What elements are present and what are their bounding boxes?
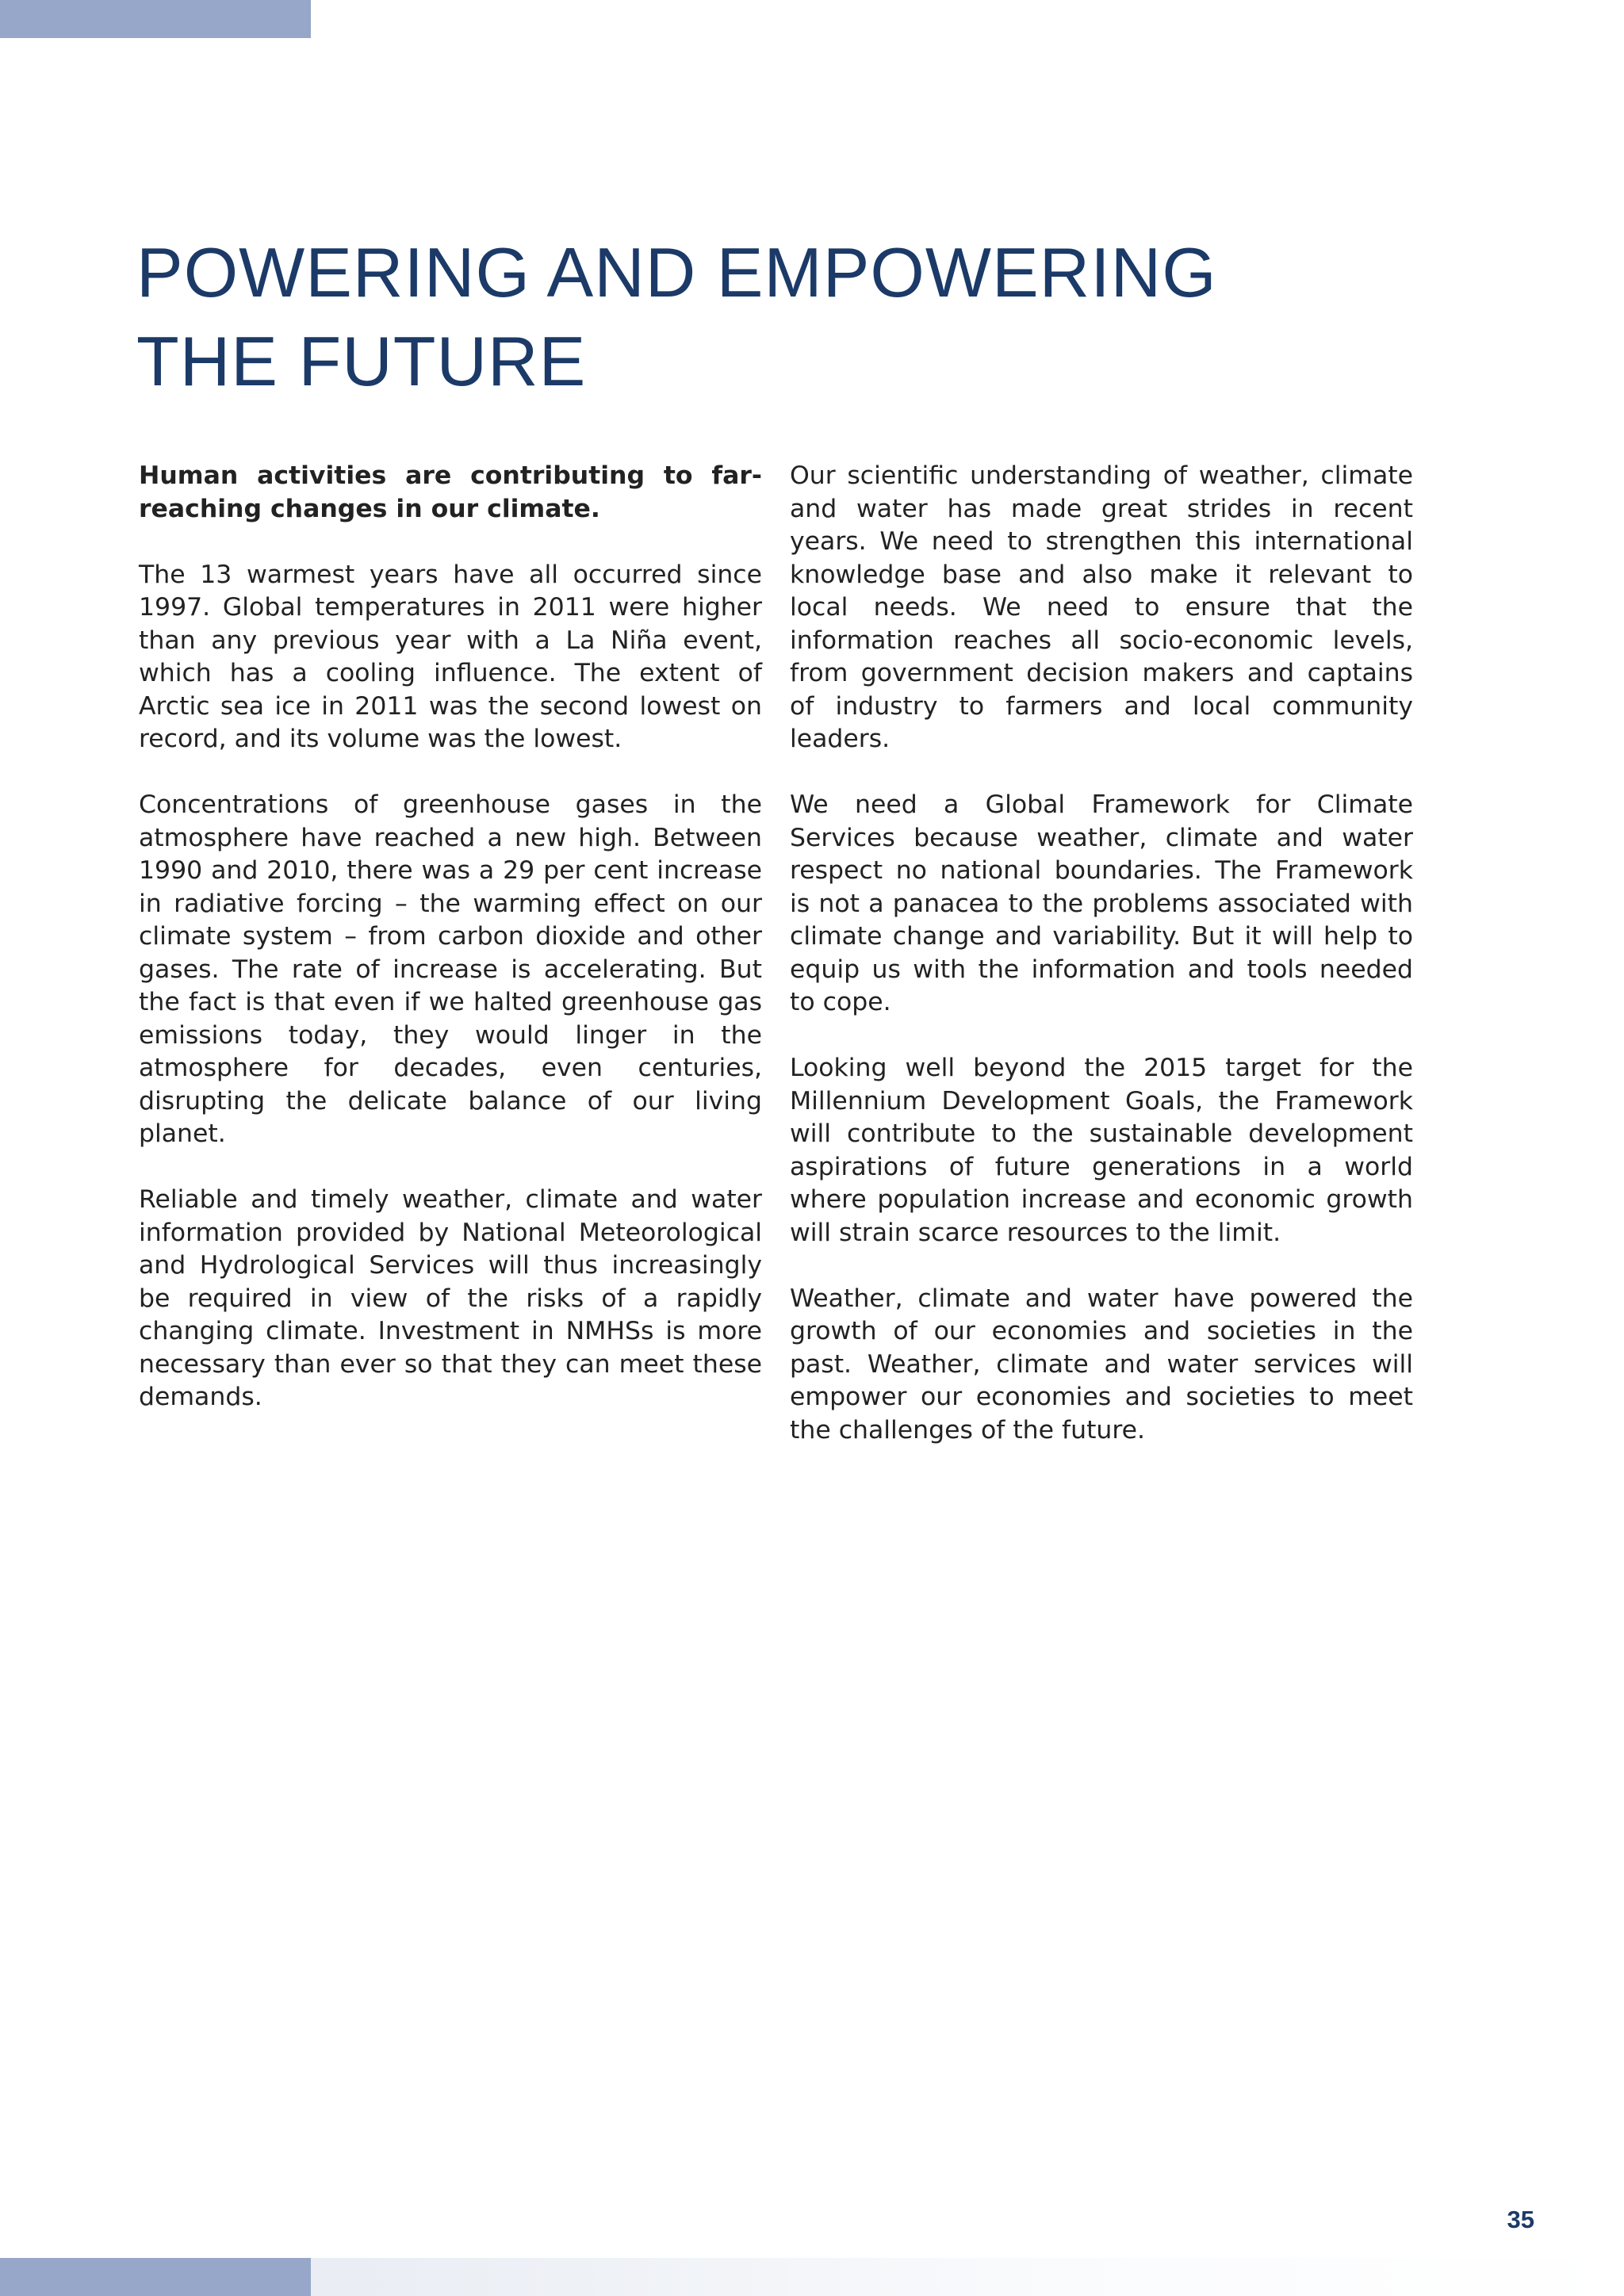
body-paragraph: Looking well beyond the 2015 target for the Millennium Development Goals, the Framework will contribute to the sustainable development aspirations of future generations in a world where population increase and economic growth will strain scarce resources to the limit. xyxy=(790,1054,1413,1247)
page-number: 35 xyxy=(1507,2206,1534,2233)
body-paragraph: Weather, climate and water have powered the growth of our economies and societies in the past. Weather, climate and water services will empower our economies and societies to meet the challenges of the future. xyxy=(790,1284,1413,1445)
lead-paragraph: Human activities are contributing to far-reaching changes in our climate. xyxy=(139,461,762,523)
page-title-line-1: POWERING AND EMPOWERING xyxy=(136,233,1217,312)
body-paragraph: The 13 warmest years have all occurred since 1997. Global temperatures in 2011 were higher than any previous year with a La Niña event, which has a cooling influence. The extent of Arctic sea ice in 2011 was the second lowest on record, and its volume was the lowest. xyxy=(139,560,762,753)
bottom-accent-bar xyxy=(0,2258,311,2296)
body-paragraph: Our scientific understanding of weather, climate and water has made great strides in recent years. We need to strengthen this international knowledge base and also make it relevant to local needs. We need to ensure that the information reaches all socio-economic levels, from government decision makers and captains of industry to farmers and local community leaders. xyxy=(790,461,1413,753)
left-column xyxy=(139,460,762,1447)
right-column xyxy=(790,460,1413,1480)
page-title-line-2: THE FUTURE xyxy=(136,322,587,400)
body-paragraph: Reliable and timely weather, climate and water information provided by National Meteorological and Hydrological Services will thus increasingly be required in view of the risks of a rapidly changing climate. Investment in NMHSs is more necessary than ever so that they can meet these demands. xyxy=(139,1185,762,1411)
top-accent-bar xyxy=(0,0,311,38)
page-title xyxy=(136,228,1217,406)
body-paragraph: Concentrations of greenhouse gases in the atmosphere have reached a new high. Between 1990 and 2010, there was a 29 per cent increase in radiative forcing – the warming effect on our climate system – from carbon dioxide and other gases. The rate of increase is accelerating. But the fact is that even if we halted greenhouse gas emissions today, they would linger in the atmosphere for decades, even centuries, disrupting the delicate balance of our living planet. xyxy=(139,790,762,1148)
body-paragraph: We need a Global Framework for Climate Services because weather, climate and water respect no national boundaries. The Framework is not a panacea to the problems associated with climate change and variability. But it will help to equip us with the information and tools needed to cope. xyxy=(790,790,1413,1016)
